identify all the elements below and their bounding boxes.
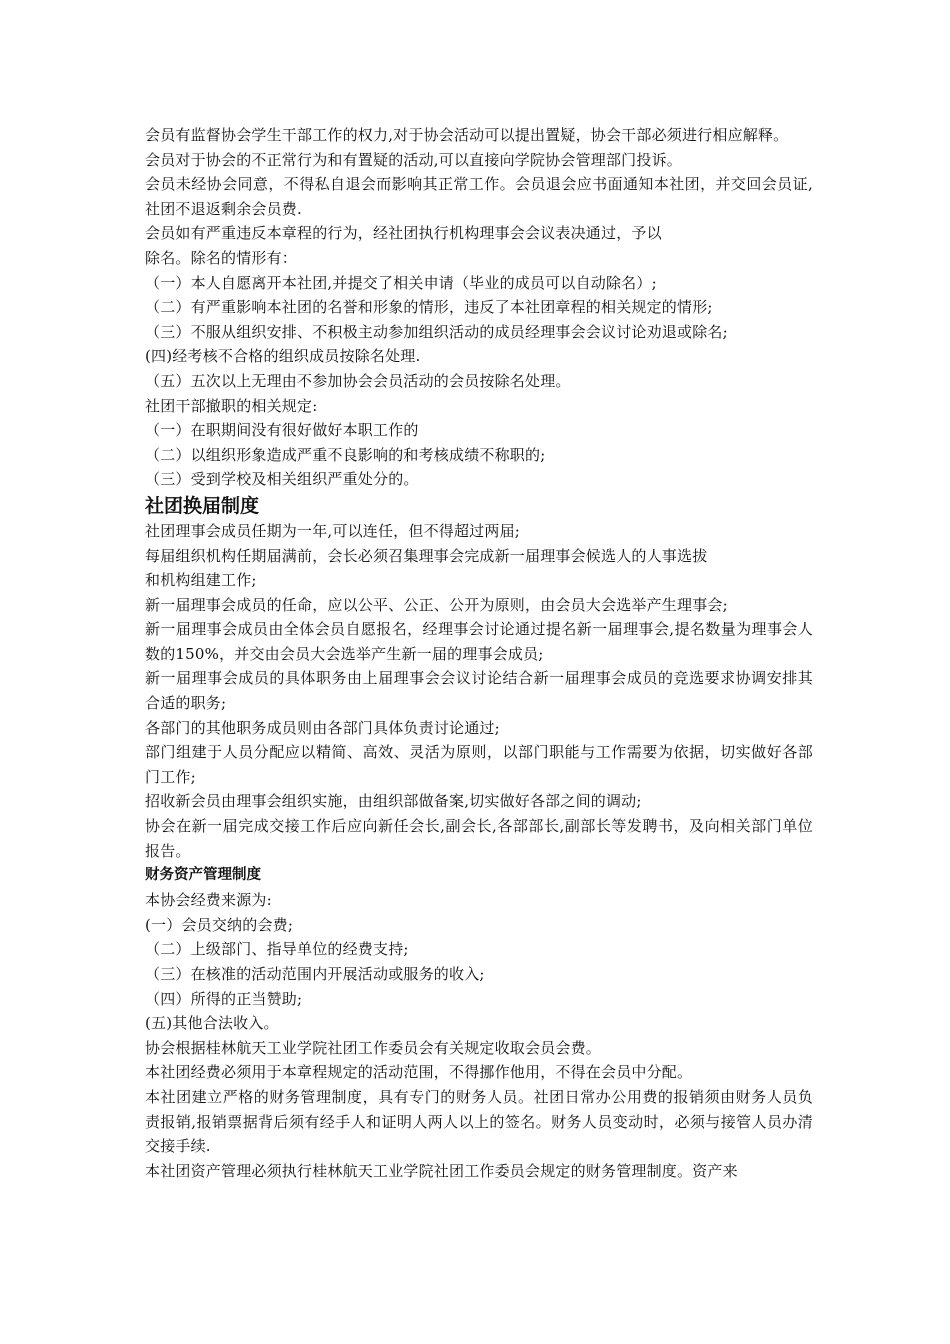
paragraph: 新一届理事会成员由全体会员自愿报名，经理事会讨论通过提名新一届理事会,提名数量为理事会人数的150%，并交由会员大会选举产生新一届的理事会成员; xyxy=(145,620,813,663)
paragraph: 社团干部撤职的相关规定: xyxy=(145,396,318,415)
list-item: （二）有严重影响本社团的名誉和形象的情形，违反了本社团章程的相关规定的情形; xyxy=(145,298,713,317)
paragraph: 本社团建立严格的财务管理制度，具有专门的财务人员。社团日常办公用费的报销须由财务人员负责报销,报销票据背后须有经手人和证明人两人以上的签名。财务人员变动时，必须与接管人员办清交接手续. xyxy=(145,1087,813,1156)
paragraph: 新一届理事会成员的具体职务由上届理事会会议讨论结合新一届理事会成员的竞选要求协调安排其合适的职务; xyxy=(145,669,813,713)
list-item: （二）上级部门、指导单位的经费支持; xyxy=(145,940,409,959)
paragraph: 会员对于协会的不正常行为和有置疑的活动,可以直接向学院协会管理部门投诉。 xyxy=(145,150,682,169)
section-heading: 社团换届制度 xyxy=(145,494,260,517)
list-item: （三）在核准的活动范围内开展活动或服务的收入; xyxy=(145,965,485,983)
paragraph: 新一届理事会成员的任命，应以公平、公正、公开为原则，由会员大会选举产生理事会; xyxy=(145,595,728,614)
paragraph: 协会根据桂林航天工业学院社团工作委员会有关规定收取会员会费。 xyxy=(145,1038,602,1057)
list-item: （一）在职期间没有很好做好本职工作的 xyxy=(145,421,419,440)
paragraph: 会员如有严重违反本章程的行为，经社团执行机构理事会会议表决通过，予以 xyxy=(145,224,662,243)
paragraph: 协会在新一届完成交接工作后应向新任会长,副会长,各部部长,副部长等发聘书，及向相关部门单位报告。 xyxy=(145,817,813,860)
paragraph: 除名。除名的情形有： xyxy=(145,248,298,267)
list-item: (一）会员交纳的会费; xyxy=(145,915,294,934)
paragraph: 会员有监督协会学生干部工作的权力,对于协会活动可以提出置疑，协会干部必须进行相应解释。 xyxy=(145,126,789,144)
finance-section xyxy=(145,863,813,1183)
list-item: (五)其他合法收入。 xyxy=(145,1014,279,1033)
list-item: （二）以组织形象造成严重不良影响的和考核成绩不称职的; xyxy=(145,445,546,464)
document-page xyxy=(145,123,813,1183)
paragraph: 每届组织机构任期届满前，会长必须召集理事会完成新一届理事会候选人的人事选拔 xyxy=(145,546,708,565)
paragraph: 社团理事会成员任期为一年,可以连任，但不得超过两届; xyxy=(145,521,521,540)
list-item: （三）不服从组织安排、不积极主动参加组织活动的成员经理事会会议讨论劝退或除名; xyxy=(145,322,728,341)
section-heading: 财务资产管理制度 xyxy=(145,867,261,884)
list-item: （三）受到学校及相关组织严重处分的。 xyxy=(145,470,419,489)
paragraph: 招收新会员由理事会组织实施，由组织部做备案,切实做好各部之间的调动; xyxy=(145,792,642,811)
list-item: （一）本人自愿离开本社团,并提交了相关申请（毕业的成员可以自动除名）; xyxy=(145,273,657,292)
paragraph: 各部门的其他职务成员则由各部门具体负责讨论通过; xyxy=(145,718,500,737)
list-item: (四)经考核不合格的组织成员按除名处理. xyxy=(145,347,421,366)
list-item: （五）五次以上无理由不参加协会会员活动的会员按除名处理。 xyxy=(145,371,571,390)
member-rights-section xyxy=(145,123,813,492)
election-section xyxy=(145,493,813,863)
list-item: （四）所得的正当赞助; xyxy=(145,989,303,1008)
paragraph: 本社团资产管理必须执行桂林航天工业学院社团工作委员会规定的财务管理制度。资产来 xyxy=(145,1161,738,1180)
paragraph: 部门组建于人员分配应以精简、高效、灵活为原则，以部门职能与工作需要为依据，切实做好各部门工作; xyxy=(145,743,813,786)
paragraph: 和机构组建工作; xyxy=(145,571,257,590)
paragraph: 本协会经费来源为: xyxy=(145,891,272,910)
paragraph: 会员未经协会同意，不得私自退会而影响其正常工作。会员退会应书面通知本社团，并交回会员证,社团不退返剩余会员费. xyxy=(145,175,813,218)
paragraph: 本社团经费必须用于本章程规定的活动范围，不得挪作他用，不得在会员中分配。 xyxy=(145,1063,693,1082)
